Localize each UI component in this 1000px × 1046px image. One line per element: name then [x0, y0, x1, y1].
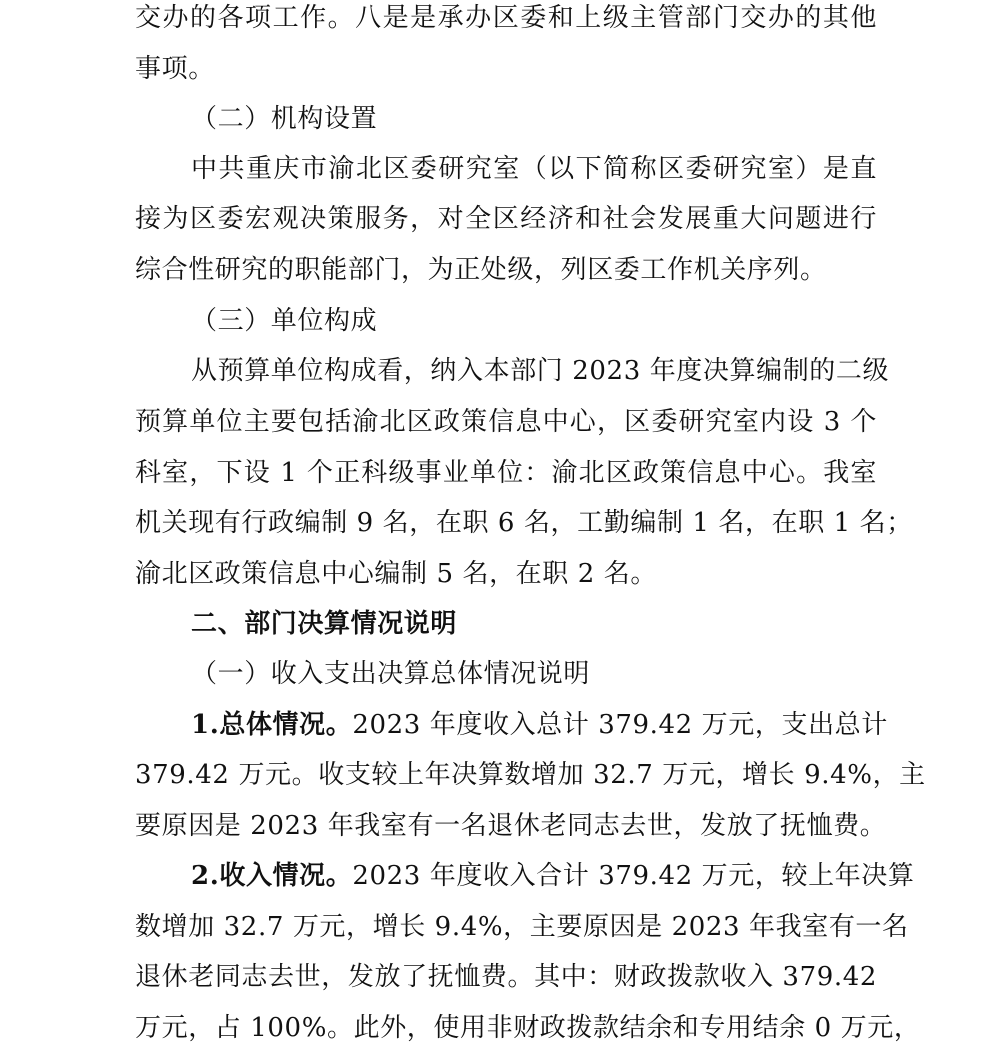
section-heading: （一）收入支出决算总体情况说明 [191, 659, 591, 689]
body-text-line: 机关现有行政编制 9 名，在职 6 名，工勤编制 1 名，在职 1 名； [135, 508, 913, 538]
income-lead: 2.收入情况。 [191, 861, 353, 891]
body-text-line: 预算单位主要包括渝北区政策信息中心，区委研究室内设 3 个 [135, 407, 877, 437]
body-text-line: 从预算单位构成看，纳入本部门 2023 年度决算编制的二级 [191, 356, 890, 386]
body-text-line: 万元，占 100%。此外，使用非财政拨款结余和专用结余 0 万元， [135, 1013, 921, 1043]
body-text-span: 2023 年度收入总计 379.42 万元，支出总计 [352, 710, 888, 740]
body-text-line: 379.42 万元。收支较上年决算数增加 32.7 万元，增长 9.4%，主 [135, 760, 926, 790]
body-text-span: 2023 年度收入合计 379.42 万元，较上年决算 [352, 861, 915, 891]
body-text-line: 退休老同志去世，发放了抚恤费。其中：财政拨款收入 379.42 [135, 962, 877, 992]
body-text-line: 数增加 32.7 万元，增长 9.4%，主要原因是 2023 年我室有一名 [135, 912, 909, 942]
body-text-line: 交办的各项工作。八是是承办区委和上级主管部门交办的其他 [135, 3, 877, 33]
document-page [135, 0, 926, 1043]
paragraph-overall-first-line [191, 707, 888, 743]
body-text-line: 事项。 [135, 54, 215, 84]
overall-lead: 1.总体情况。 [191, 710, 353, 740]
body-text-line: 接为区委宏观决策服务，对全区经济和社会发展重大问题进行 [135, 204, 877, 234]
section-heading: （三）单位构成 [191, 306, 378, 336]
body-text-line: 要原因是 2023 年我室有一名退休老同志去世，发放了抚恤费。 [135, 811, 887, 841]
body-text-line: 渝北区政策信息中心编制 5 名，在职 2 名。 [135, 559, 657, 589]
body-text-line: 科室，下设 1 个正科级事业单位：渝北区政策信息中心。我室 [135, 458, 877, 488]
body-text-line: 综合性研究的职能部门，为正处级，列区委工作机关序列。 [135, 255, 827, 285]
section-heading: （二）机构设置 [191, 104, 378, 134]
body-text-line: 中共重庆市渝北区委研究室（以下简称区委研究室）是直 [191, 154, 877, 184]
paragraph-income-first-line [191, 858, 915, 894]
chapter-heading: 二、部门决算情况说明 [191, 609, 458, 639]
